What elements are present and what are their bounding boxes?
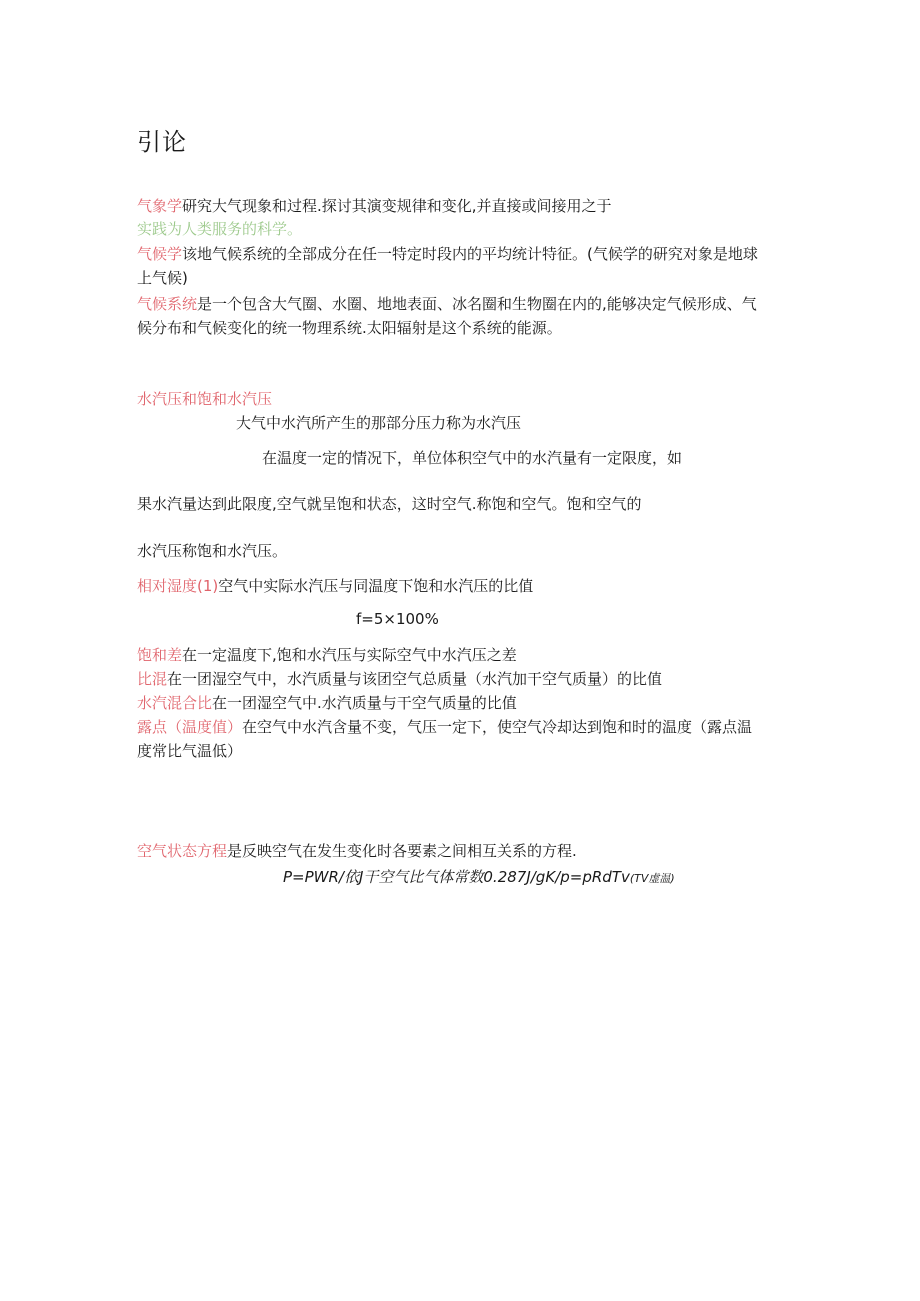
specific-humidity-term: 比混 — [137, 670, 168, 688]
meteorology-definition — [137, 196, 612, 216]
state-equation-term: 空气状态方程 — [137, 842, 228, 860]
relative-humidity-definition — [137, 576, 533, 596]
vapor-pressure-line-2: 在温度一定的情况下，单位体积空气中的水汽量有一定限度，如 — [262, 449, 683, 467]
state-equation-formula-note: (TV虚温) — [629, 872, 675, 885]
dew-point-text: 在空气中水汽含量不变，气压一定下，使空气冷却达到饱和时的温度（露点温 — [242, 718, 753, 736]
meteorology-text-continued: 实践为人类服务的科学。 — [137, 220, 303, 238]
climatology-text-continued: 上气候) — [137, 269, 188, 287]
state-equation-formula — [283, 867, 675, 889]
mixing-ratio-term: 水汽混合比 — [137, 694, 213, 712]
specific-humidity-definition — [137, 669, 662, 689]
climate-system-term: 气候系统 — [137, 295, 198, 313]
saturation-deficit-text: 在一定温度下,饱和水汽压与实际空气中水汽压之差 — [182, 646, 517, 664]
specific-humidity-text: 在一团湿空气中，水汽质量与该团空气总质量（水汽加干空气质量）的比值 — [167, 670, 663, 688]
vapor-pressure-line-1: 大气中水汽所产生的那部分压力称为水汽压 — [236, 414, 522, 432]
meteorology-text: 研究大气现象和过程.探讨其演变规律和变化,并直接或间接用之于 — [182, 197, 612, 215]
relative-humidity-formula: f=5×100% — [356, 610, 439, 628]
saturation-deficit-definition — [137, 645, 517, 665]
climate-system-definition — [137, 294, 757, 314]
relative-humidity-text: 空气中实际水汽压与同温度下饱和水汽压的比值 — [218, 577, 534, 595]
page-title: 引论 — [137, 128, 187, 156]
climatology-text: 该地气候系统的全部成分在任一特定时段内的平均统计特征。(气候学的研究对象是地球 — [182, 245, 758, 263]
climate-system-text-continued: 候分布和气候变化的统一物理系统.太阳辐射是这个系统的能源。 — [137, 319, 562, 337]
state-equation-formula-main: P=PWR/依J干空气比气体常数0.287J/gK/p=pRdTv — [283, 868, 630, 886]
climatology-term: 气候学 — [137, 245, 183, 263]
mixing-ratio-definition — [137, 693, 517, 713]
dew-point-definition — [137, 717, 752, 737]
mixing-ratio-text: 在一团湿空气中.水汽质量与干空气质量的比值 — [212, 694, 517, 712]
climate-system-text: 是一个包含大气圈、水圈、地地表面、冰名圈和生物圈在内的,能够决定气候形成、气 — [197, 295, 757, 313]
relative-humidity-term: 相对湿度(1) — [137, 577, 219, 595]
saturation-deficit-term: 饱和差 — [137, 646, 183, 664]
dew-point-text-continued: 度常比气温低） — [137, 742, 243, 760]
state-equation-definition — [137, 841, 577, 861]
meteorology-term: 气象学 — [137, 197, 183, 215]
state-equation-text: 是反映空气在发生变化时各要素之间相互关系的方程. — [227, 842, 577, 860]
vapor-pressure-line-4: 水汽压称饱和水汽压。 — [137, 542, 288, 560]
dew-point-term: 露点（温度值） — [137, 718, 243, 736]
vapor-pressure-line-3: 果水汽量达到此限度,空气就呈饱和状态，这时空气.称饱和空气。饱和空气的 — [137, 495, 642, 513]
climatology-definition — [137, 244, 758, 264]
vapor-pressure-heading: 水汽压和饱和水汽压 — [137, 390, 273, 408]
